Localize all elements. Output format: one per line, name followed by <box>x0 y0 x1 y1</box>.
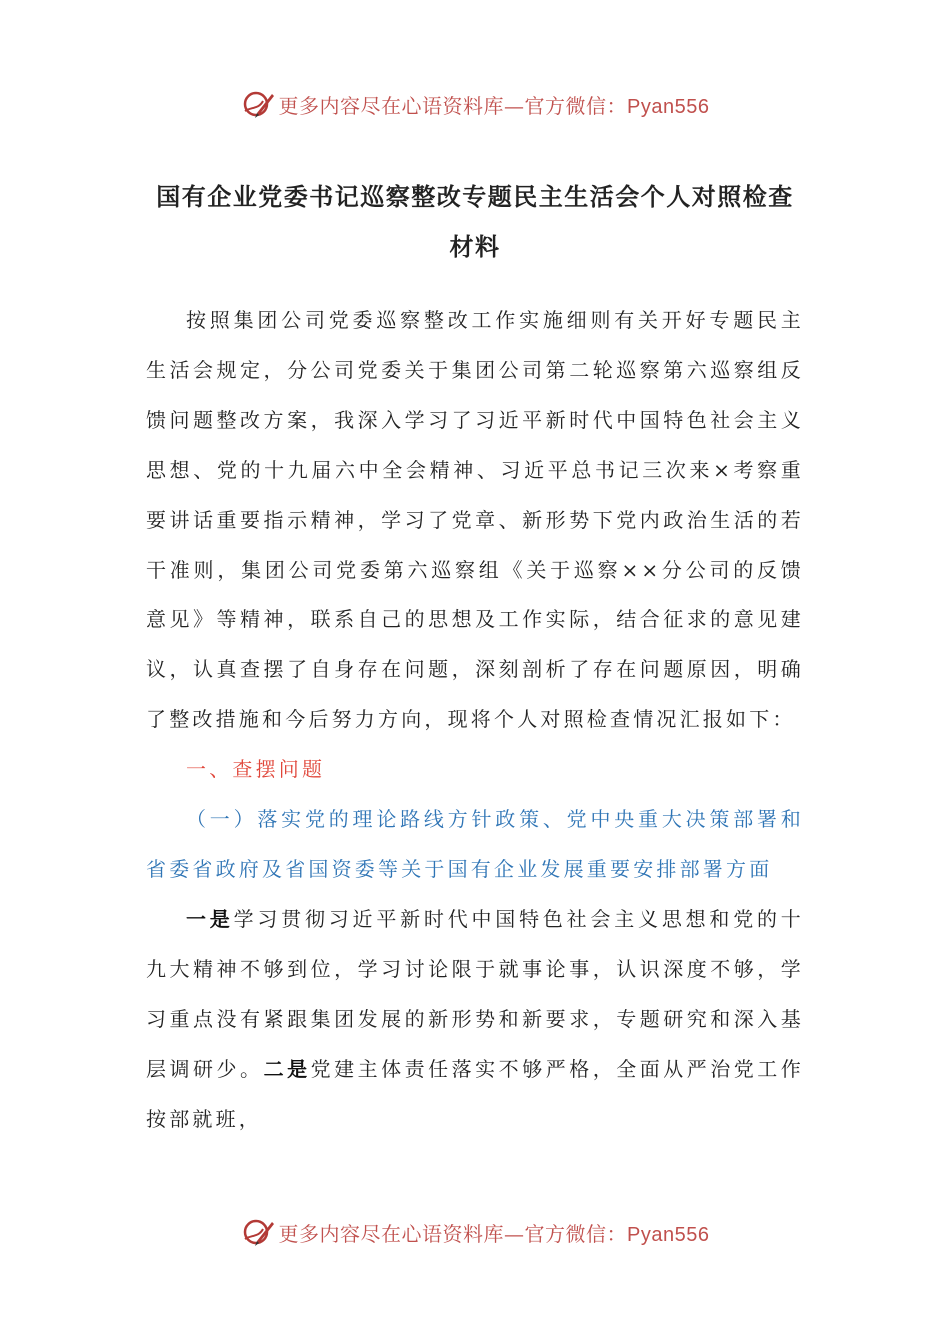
banner-label: 更多内容尽在心语资料库—官方微信： <box>278 93 628 118</box>
point1-text: 学习贯彻习近平新时代中国特色社会主义思想和党的十九大精神不够到位，学习讨论限于就事论事，认识深度不够，学习重点没有紧跟集团发展的新形势和新要求，专题研究和深入基层调研少。 <box>146 906 804 1081</box>
banner-label: 更多内容尽在心语资料库—官方微信： <box>278 1221 628 1246</box>
document-title: 国有企业党委书记巡察整改专题民主生活会个人对照检查材料 <box>156 183 794 261</box>
subsection-heading: （一）落实党的理论路线方针政策、党中央重大决策部署和省委省政府及省国资委等关于国有企业发展重要安排部署方面 <box>146 807 804 881</box>
points-paragraph <box>146 895 804 1145</box>
pen-logo-icon <box>241 1215 275 1249</box>
wechat-id: Pyan556 <box>627 1223 710 1246</box>
section-heading: 一、查摆问题 <box>186 757 326 782</box>
wechat-id: Pyan556 <box>627 95 710 118</box>
point2-text: 党建主体责任落实不够严格，全面从严治党工作按部就班， <box>146 1056 805 1131</box>
header-banner <box>0 84 950 124</box>
point1-lead: 一是 <box>186 906 234 931</box>
pen-logo-icon <box>241 87 275 121</box>
banner-text <box>279 90 710 119</box>
intro-paragraph: 按照集团公司党委巡察整改工作实施细则有关开好专题民主生活会规定，分公司党委关于集团公司第二轮巡察第六巡察组反馈问题整改方案，我深入学习了习近平新时代中国特色社会主义思想、党的十九届六中全会精神、习近平总书记三次来×考察重要讲话重要指示精神，学习了党章、新形势下党内政治生活的若干准则，集团公司党委第六巡察组《关于巡察××分公司的反馈意见》等精神，联系自己的思想及工作实际，结合征求的意见建议，认真查摆了自身存在问题，深刻剖析了存在问题原因，明确了整改措施和今后努力方向，现将个人对照检查情况汇报如下： <box>146 308 804 732</box>
banner-text <box>279 1218 710 1247</box>
point2-lead: 二是 <box>263 1056 311 1081</box>
document-body <box>146 296 804 1144</box>
footer-banner <box>0 1212 950 1252</box>
